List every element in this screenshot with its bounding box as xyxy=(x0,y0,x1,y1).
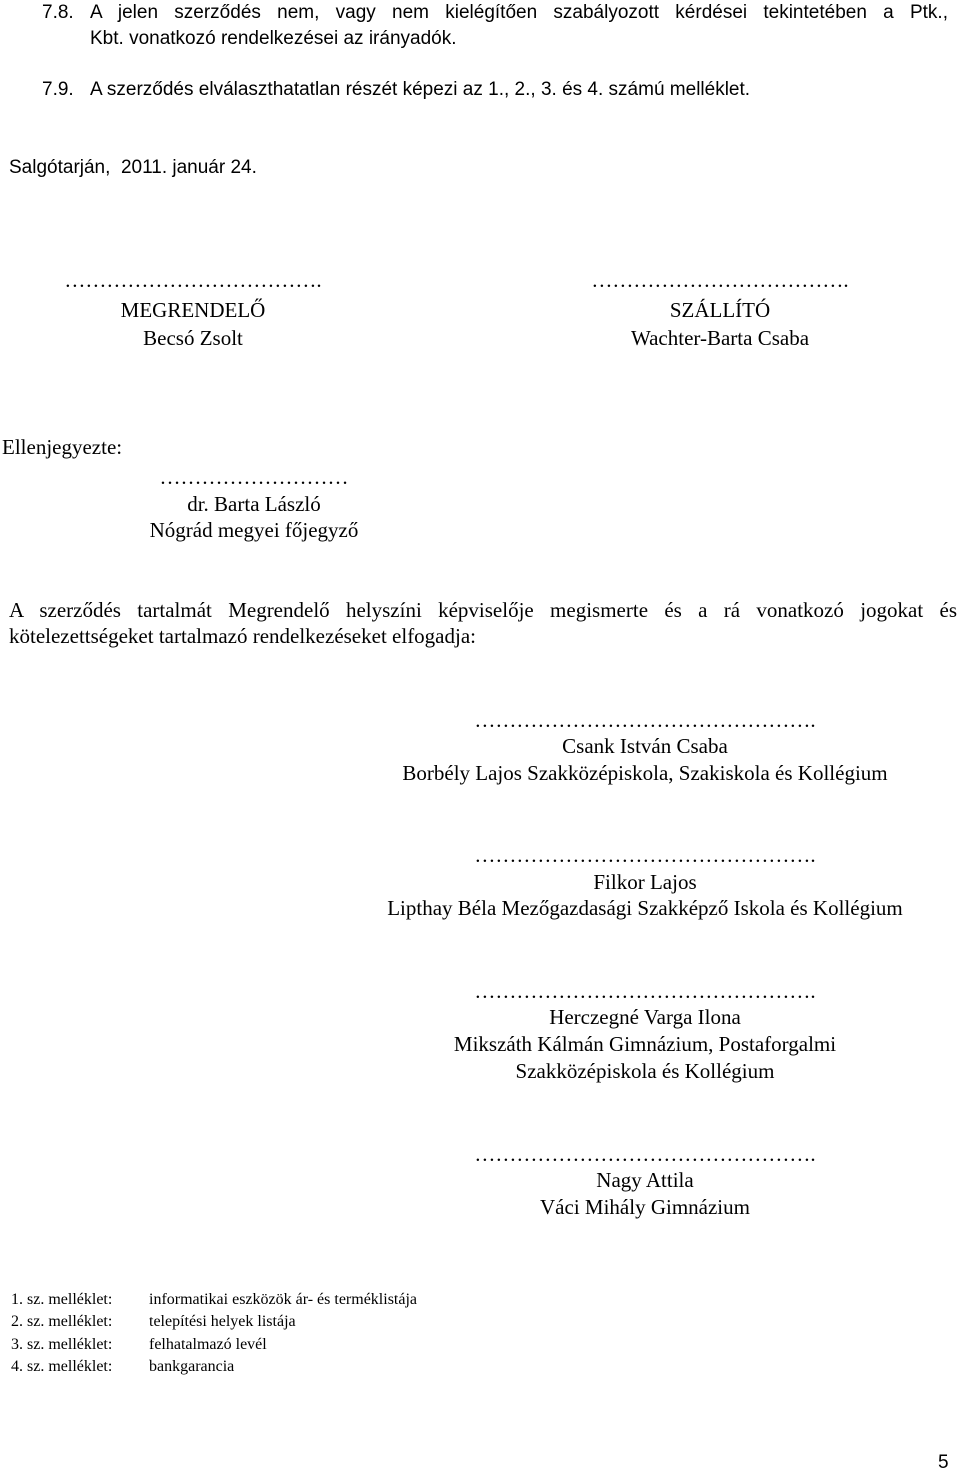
clause-7-8-text-line1: A jelen szerződés nem, vagy nem kielégítően szabályozott kérdései tekintetében a Ptk., xyxy=(90,2,948,23)
signature-line-supplier: ………………………………. xyxy=(591,268,849,292)
representative-signature-line: …………………………………………. xyxy=(474,1142,816,1166)
representative-organization: Váci Mihály Gimnázium xyxy=(540,1195,750,1219)
representative-name: Herczegné Varga Ilona xyxy=(549,1005,741,1029)
acceptance-text-line1: A szerződés tartalmát Megrendelő helyszíni képviselője megismerte és a rá vonatkozó jogokat és xyxy=(9,598,957,622)
clause-7-9-number: 7.9. xyxy=(42,79,74,100)
representative-organization: Mikszáth Kálmán Gimnázium, Postaforgalmi xyxy=(453,1032,837,1056)
annex-description: felhatalmazó levél xyxy=(149,1336,267,1353)
clause-7-8-text-line2: Kbt. vonatkozó rendelkezései az irányadók. xyxy=(90,28,457,49)
clause-7-9-text: A szerződés elválaszthatatlan részét képezi az 1., 2., 3. és 4. számú melléklet. xyxy=(90,79,751,100)
representative-name: Csank István Csaba xyxy=(562,734,728,758)
representative-signature-line: …………………………………………. xyxy=(474,843,816,867)
annex-description: informatikai eszközök ár- és terméklistája xyxy=(149,1291,418,1308)
clause-7-8-number: 7.8. xyxy=(42,2,74,23)
customer-name: Becsó Zsolt xyxy=(143,326,243,350)
annex-label: 3. sz. melléklet: xyxy=(11,1336,113,1353)
annex-label: 1. sz. melléklet: xyxy=(11,1291,113,1308)
countersign-name: dr. Barta László xyxy=(187,492,321,516)
representative-signature-line: …………………………………………. xyxy=(474,708,816,732)
representative-organization: Borbély Lajos Szakközépiskola, Szakiskola és Kollégium xyxy=(402,761,888,785)
countersign-signature-line: ……………………… xyxy=(159,465,349,489)
representative-organization: Szakközépiskola és Kollégium xyxy=(515,1059,775,1083)
representative-name: Filkor Lajos xyxy=(593,870,697,894)
supplier-role: SZÁLLÍTÓ xyxy=(669,298,771,322)
annex-label: 4. sz. melléklet: xyxy=(11,1358,113,1375)
countersign-label: Ellenjegyezte: xyxy=(2,435,123,459)
page-number: 5 xyxy=(938,1452,949,1473)
annex-description: bankgarancia xyxy=(149,1358,235,1375)
representative-name: Nagy Attila xyxy=(596,1168,694,1192)
signature-line-customer: ………………………………. xyxy=(64,268,322,292)
place-date: Salgótarján, 2011. január 24. xyxy=(9,157,257,178)
annex-description: telepítési helyek listája xyxy=(149,1313,296,1330)
acceptance-text-line2: kötelezettségeket tartalmazó rendelkezéseket elfogadja: xyxy=(9,624,476,648)
supplier-name: Wachter-Barta Csaba xyxy=(630,326,810,350)
representative-signature-line: …………………………………………. xyxy=(474,979,816,1003)
representative-organization: Lipthay Béla Mezőgazdasági Szakképző Iskola és Kollégium xyxy=(387,896,903,920)
annex-label: 2. sz. melléklet: xyxy=(11,1313,113,1330)
customer-role: MEGRENDELŐ xyxy=(120,298,266,322)
countersign-title: Nógrád megyei főjegyző xyxy=(149,518,359,542)
